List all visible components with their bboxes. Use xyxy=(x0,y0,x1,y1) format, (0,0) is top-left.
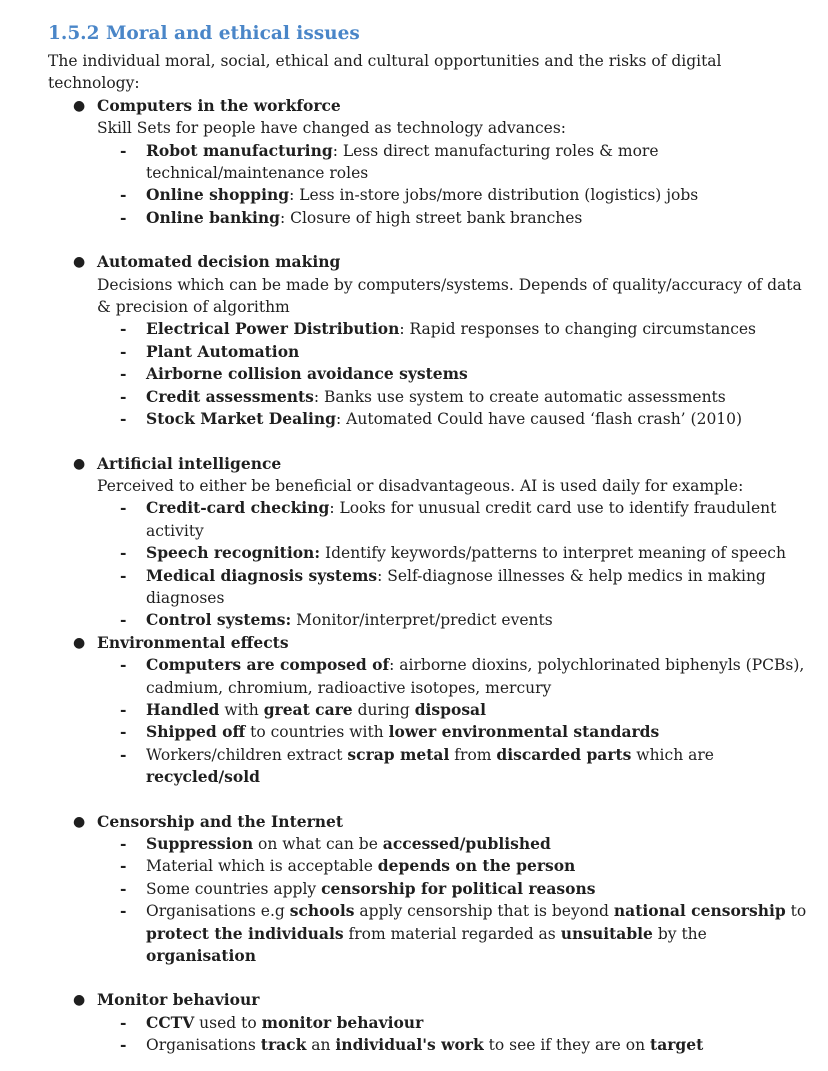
item-text: Some countries apply xyxy=(146,879,322,898)
sub-item xyxy=(97,497,808,542)
sub-item xyxy=(97,654,808,699)
item-text: : Self-diagnose illnesses & help medics in making diagnoses xyxy=(146,566,766,607)
item-text: Monitor/interpret/predict events xyxy=(291,611,553,630)
item-text: an xyxy=(306,1036,336,1055)
topic-item xyxy=(48,453,808,632)
sub-list xyxy=(97,140,808,230)
sub-item xyxy=(97,900,808,967)
topic-item xyxy=(48,989,808,1056)
bold-term: target xyxy=(650,1035,704,1055)
bullet-icon: ● xyxy=(73,455,86,472)
dash-icon: - xyxy=(120,744,127,764)
item-text: Identify keywords/patterns to interpret meaning of speech xyxy=(320,544,786,563)
bold-term: lower environmental standards xyxy=(388,722,660,742)
sub-item xyxy=(97,609,808,631)
bullet-icon: ● xyxy=(73,254,86,271)
sub-item xyxy=(97,855,808,877)
topic-description: Decisions which can be made by computers/systems. Depends of quality/accuracy of data & precision of algorithm xyxy=(97,275,802,317)
sub-item xyxy=(97,565,808,610)
item-text: during xyxy=(352,700,415,719)
sub-item xyxy=(97,744,808,789)
dash-icon: - xyxy=(120,1035,127,1055)
bold-term: Medical diagnosis systems xyxy=(146,565,378,585)
topic-item xyxy=(48,95,808,229)
topic-description: Skill Sets for people have changed as technology advances: xyxy=(97,119,567,138)
item-text: with xyxy=(219,700,264,719)
sub-item xyxy=(97,140,808,185)
sub-item xyxy=(97,1034,808,1056)
bold-term: Electrical Power Distribution xyxy=(146,319,400,339)
item-text: Material which is acceptable xyxy=(146,857,378,876)
item-text: on what can be xyxy=(253,835,383,853)
item-text: : Banks use system to create automatic assessments xyxy=(313,387,726,406)
dash-icon: - xyxy=(120,207,127,227)
item-text: : Less direct manufacturing roles & more technical/maintenance roles xyxy=(146,141,659,183)
bold-term: Credit-card checking xyxy=(146,498,330,518)
bullet-icon: ● xyxy=(73,634,86,651)
sub-item xyxy=(97,1012,808,1034)
bold-term: accessed/published xyxy=(382,834,551,853)
dash-icon: - xyxy=(120,565,127,585)
item-text: by the xyxy=(652,924,707,943)
sub-item xyxy=(97,721,808,743)
dash-icon: - xyxy=(120,655,127,675)
topic-title: Environmental effects xyxy=(97,632,289,652)
bold-term: discarded parts xyxy=(496,744,632,764)
dash-icon: - xyxy=(120,386,127,406)
dash-icon: - xyxy=(120,722,127,742)
topic-item xyxy=(48,251,808,430)
item-text: from material regarded as xyxy=(343,924,561,943)
bullet-icon: ● xyxy=(73,813,86,830)
bullet-icon: ● xyxy=(73,992,86,1009)
sub-item xyxy=(97,184,808,206)
sub-item xyxy=(97,386,808,408)
bold-term: national censorship xyxy=(613,901,786,921)
sub-list xyxy=(97,318,808,430)
topic-list xyxy=(48,95,808,1057)
bold-term: track xyxy=(260,1035,307,1055)
topic-title: Monitor behaviour xyxy=(97,990,260,1010)
sub-item xyxy=(97,341,808,363)
item-text: to see if they are on xyxy=(483,1036,651,1055)
topic-title: Censorship and the Internet xyxy=(97,811,344,831)
bold-term: Stock Market Dealing xyxy=(146,409,337,429)
dash-icon: - xyxy=(120,856,127,876)
bullet-icon: ● xyxy=(73,97,86,114)
topic-description: Perceived to either be beneficial or disadvantageous. AI is used daily for example: xyxy=(97,476,744,495)
dash-icon: - xyxy=(120,610,127,630)
item-text: to countries with xyxy=(245,723,389,742)
bold-term: censorship for political reasons xyxy=(321,878,596,898)
bold-term: Robot manufacturing xyxy=(146,140,333,160)
sub-item xyxy=(97,363,808,385)
sub-list xyxy=(97,654,808,788)
bold-term: depends on the person xyxy=(377,856,576,876)
bold-term: protect the individuals xyxy=(146,923,344,943)
dash-icon: - xyxy=(120,834,127,853)
dash-icon: - xyxy=(120,140,127,160)
item-text: used to xyxy=(194,1013,262,1032)
bold-term: Control systems: xyxy=(146,610,292,630)
item-text: Workers/children extract xyxy=(146,745,348,764)
dash-icon: - xyxy=(120,185,127,205)
bold-term: disposal xyxy=(414,699,486,719)
bold-term: Airborne collision avoidance systems xyxy=(146,364,468,384)
dash-icon: - xyxy=(120,409,127,429)
bold-term: organisation xyxy=(146,946,256,966)
bold-term: Computers are composed of xyxy=(146,655,390,675)
bold-term: Speech recognition: xyxy=(146,543,321,563)
topic-item xyxy=(48,811,808,968)
sub-list xyxy=(97,497,808,631)
topic-item xyxy=(48,632,808,789)
sub-item xyxy=(97,318,808,340)
item-text: Organisations xyxy=(146,1036,261,1055)
bold-term: CCTV xyxy=(146,1012,195,1032)
dash-icon: - xyxy=(120,878,127,898)
bold-term: Shipped off xyxy=(146,722,246,742)
bold-term: Online banking xyxy=(146,207,280,227)
bold-term: unsuitable xyxy=(560,923,653,943)
sub-item xyxy=(97,207,808,229)
item-text: Organisations e.g xyxy=(146,902,290,921)
sub-item xyxy=(97,833,808,855)
dash-icon: - xyxy=(120,341,127,361)
item-text: which are xyxy=(631,745,714,764)
bold-term: Online shopping xyxy=(146,185,290,205)
dash-icon: - xyxy=(120,319,127,339)
bold-term: Suppression xyxy=(146,834,254,853)
item-text: : Looks for unusual credit card use to identify fraudulent activity xyxy=(146,499,777,540)
item-text: apply censorship that is beyond xyxy=(354,902,614,921)
dash-icon: - xyxy=(120,699,127,719)
bold-term: Plant Automation xyxy=(146,341,300,361)
dash-icon: - xyxy=(120,1012,127,1032)
dash-icon: - xyxy=(120,364,127,384)
item-text: : Rapid responses to changing circumstances xyxy=(399,320,756,339)
bold-term: Handled xyxy=(146,699,220,719)
topic-title: Computers in the workforce xyxy=(97,95,341,115)
item-text: : Less in-store jobs/more distribution (logistics) jobs xyxy=(289,186,699,205)
sub-list xyxy=(97,833,808,967)
sub-item xyxy=(97,542,808,564)
bold-term: recycled/sold xyxy=(146,767,260,787)
dash-icon: - xyxy=(120,901,127,921)
item-text: to xyxy=(785,902,807,921)
section-heading: 1.5.2 Moral and ethical issues xyxy=(48,23,360,44)
dash-icon: - xyxy=(120,498,127,518)
sub-item xyxy=(97,878,808,900)
sub-list xyxy=(97,1012,808,1057)
bold-term: great care xyxy=(263,699,353,719)
bold-term: schools xyxy=(289,901,355,921)
item-text: : Closure of high street bank branches xyxy=(279,208,583,227)
item-text: from xyxy=(449,745,497,764)
sub-item xyxy=(97,699,808,721)
bold-term: individual's work xyxy=(335,1035,484,1055)
topic-title: Artificial intelligence xyxy=(97,453,282,473)
bold-term: scrap metal xyxy=(347,744,450,764)
bold-term: monitor behaviour xyxy=(261,1012,424,1032)
item-text: : Automated Could have caused ‘flash crash’ (2010) xyxy=(336,410,743,429)
bold-term: Credit assessments xyxy=(146,386,314,406)
dash-icon: - xyxy=(120,543,127,563)
sub-item xyxy=(97,408,808,430)
item-text: : airborne dioxins, polychlorinated biphenyls (PCBs), cadmium, chromium, radioactive isotopes, mercury xyxy=(146,656,805,697)
intro-paragraph: The individual moral, social, ethical and cultural opportunities and the risks of digital technology: xyxy=(48,52,722,93)
topic-title: Automated decision making xyxy=(97,252,341,272)
